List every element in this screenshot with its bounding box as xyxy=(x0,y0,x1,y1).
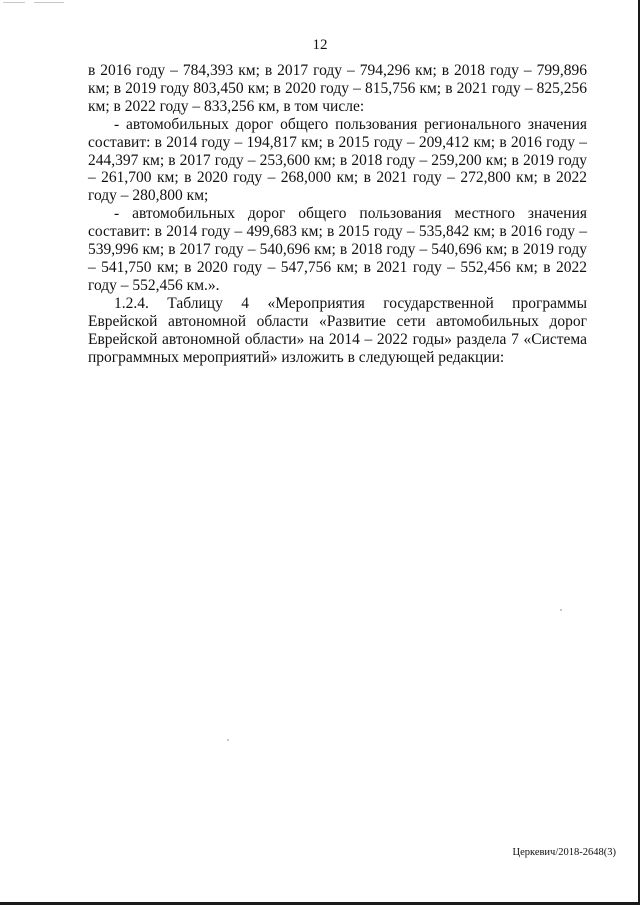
scan-artifact-marks xyxy=(0,0,80,6)
scan-dot xyxy=(227,739,229,741)
document-code: Церкевич/2018-2648(3) xyxy=(512,847,616,858)
paragraph-regional-roads: - автомобильных дорог общего пользования регионального значения составит: в 2014 году – 194,817 км; в 2015 году – 209,412 км; в 2016 году – 244,397 км; в 2017 году – 253,600 км; в 2018 году – 259,200 км; в 2019 году – 261,700 км; в 2020 году – 268,000 км; в 2021 году – 272,800 км; в 2022 году – 280,800 км; xyxy=(88,115,587,205)
paragraph-km-totals: в 2016 году – 784,393 км; в 2017 году – 794,296 км; в 2018 году – 799,896 км; в 2019 году 803,450 км; в 2020 году – 815,756 км; в 2021 году – 825,256 км; в 2022 году – 833,256 км, в том числе: xyxy=(88,62,587,115)
scan-dot xyxy=(560,609,562,611)
paragraph-local-roads: - автомобильных дорог общего пользования местного значения составит: в 2014 году – 499,683 км; в 2015 году – 535,842 км; в 2016 году – 539,996 км; в 2017 году – 540,696 км; в 2018 году – 540,696 км; в 2019 году – 541,750 км; в 2020 году – 547,756 км; в 2021 году – 552,456 км; в 2022 году – 552,456 км.». xyxy=(88,205,587,294)
paragraph-item-1-2-4: 1.2.4. Таблицу 4 «Мероприятия государственной программы Еврейской автономной области «Развитие сети автомобильных дорог Еврейской автономной области» на 2014 – 2022 годы» раздела 7 «Система программных мероприятий» изложить в следующей редакции: xyxy=(88,294,587,366)
document-body xyxy=(88,62,587,366)
page-number: 12 xyxy=(312,37,328,53)
